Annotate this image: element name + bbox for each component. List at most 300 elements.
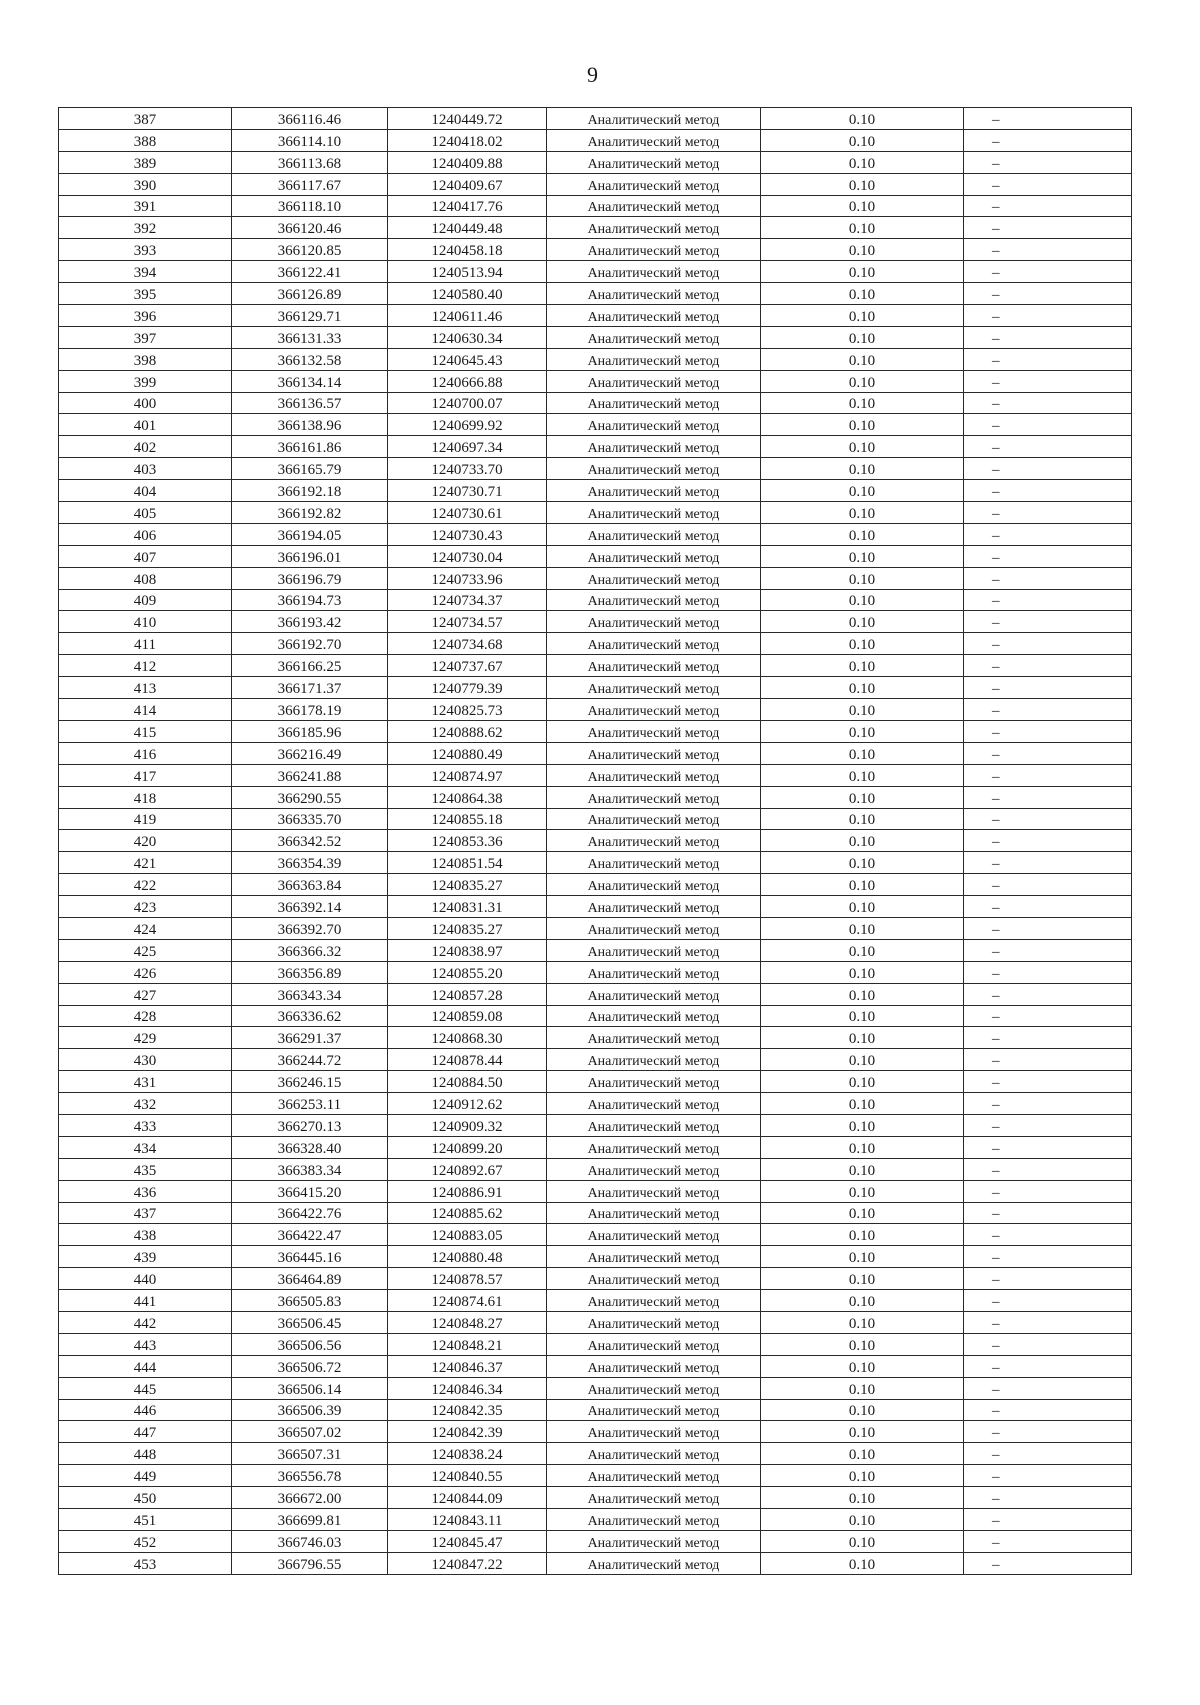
x-coordinate-cell: 366196.79	[232, 567, 388, 589]
x-coordinate-cell: 366129.71	[232, 305, 388, 327]
extra-cell: –	[964, 1421, 1132, 1443]
point-number-cell: 387	[59, 108, 232, 130]
x-coordinate-cell: 366192.82	[232, 502, 388, 524]
y-coordinate-cell: 1240645.43	[388, 348, 547, 370]
x-coordinate-cell: 366270.13	[232, 1114, 388, 1136]
table-row	[59, 1049, 1132, 1071]
method-cell: Аналитический метод	[547, 742, 761, 764]
point-number-cell: 419	[59, 808, 232, 830]
extra-cell: –	[964, 764, 1132, 786]
table-row	[59, 917, 1132, 939]
y-coordinate-cell: 1240730.43	[388, 523, 547, 545]
extra-cell: –	[964, 348, 1132, 370]
method-cell: Аналитический метод	[547, 1049, 761, 1071]
accuracy-cell: 0.10	[761, 589, 964, 611]
accuracy-cell: 0.10	[761, 480, 964, 502]
x-coordinate-cell: 366445.16	[232, 1246, 388, 1268]
accuracy-cell: 0.10	[761, 567, 964, 589]
accuracy-cell: 0.10	[761, 502, 964, 524]
point-number-cell: 425	[59, 939, 232, 961]
point-number-cell: 436	[59, 1180, 232, 1202]
coordinates-table	[58, 107, 1132, 1575]
extra-cell: –	[964, 786, 1132, 808]
table-row	[59, 1552, 1132, 1574]
point-number-cell: 397	[59, 326, 232, 348]
y-coordinate-cell: 1240409.67	[388, 173, 547, 195]
x-coordinate-cell: 366354.39	[232, 852, 388, 874]
method-cell: Аналитический метод	[547, 108, 761, 130]
point-number-cell: 437	[59, 1202, 232, 1224]
method-cell: Аналитический метод	[547, 217, 761, 239]
x-coordinate-cell: 366171.37	[232, 677, 388, 699]
method-cell: Аналитический метод	[547, 1158, 761, 1180]
accuracy-cell: 0.10	[761, 1465, 964, 1487]
y-coordinate-cell: 1240458.18	[388, 239, 547, 261]
accuracy-cell: 0.10	[761, 1399, 964, 1421]
x-coordinate-cell: 366246.15	[232, 1071, 388, 1093]
point-number-cell: 420	[59, 830, 232, 852]
table-row	[59, 589, 1132, 611]
point-number-cell: 451	[59, 1509, 232, 1531]
table-row	[59, 283, 1132, 305]
accuracy-cell: 0.10	[761, 1180, 964, 1202]
extra-cell: –	[964, 1443, 1132, 1465]
accuracy-cell: 0.10	[761, 1202, 964, 1224]
x-coordinate-cell: 366291.37	[232, 1027, 388, 1049]
accuracy-cell: 0.10	[761, 874, 964, 896]
table-row	[59, 1180, 1132, 1202]
accuracy-cell: 0.10	[761, 699, 964, 721]
accuracy-cell: 0.10	[761, 939, 964, 961]
extra-cell: –	[964, 545, 1132, 567]
method-cell: Аналитический метод	[547, 764, 761, 786]
table-row	[59, 1465, 1132, 1487]
extra-cell: –	[964, 1005, 1132, 1027]
point-number-cell: 449	[59, 1465, 232, 1487]
extra-cell: –	[964, 326, 1132, 348]
y-coordinate-cell: 1240580.40	[388, 283, 547, 305]
point-number-cell: 409	[59, 589, 232, 611]
x-coordinate-cell: 366363.84	[232, 874, 388, 896]
y-coordinate-cell: 1240859.08	[388, 1005, 547, 1027]
accuracy-cell: 0.10	[761, 326, 964, 348]
y-coordinate-cell: 1240835.27	[388, 917, 547, 939]
table-row	[59, 108, 1132, 130]
extra-cell: –	[964, 917, 1132, 939]
table-row	[59, 480, 1132, 502]
x-coordinate-cell: 366241.88	[232, 764, 388, 786]
method-cell: Аналитический метод	[547, 239, 761, 261]
x-coordinate-cell: 366366.32	[232, 939, 388, 961]
x-coordinate-cell: 366505.83	[232, 1290, 388, 1312]
extra-cell: –	[964, 1071, 1132, 1093]
point-number-cell: 422	[59, 874, 232, 896]
point-number-cell: 403	[59, 458, 232, 480]
y-coordinate-cell: 1240825.73	[388, 699, 547, 721]
point-number-cell: 411	[59, 633, 232, 655]
x-coordinate-cell: 366506.39	[232, 1399, 388, 1421]
table-row	[59, 896, 1132, 918]
y-coordinate-cell: 1240888.62	[388, 720, 547, 742]
y-coordinate-cell: 1240449.48	[388, 217, 547, 239]
y-coordinate-cell: 1240853.36	[388, 830, 547, 852]
x-coordinate-cell: 366113.68	[232, 151, 388, 173]
accuracy-cell: 0.10	[761, 720, 964, 742]
method-cell: Аналитический метод	[547, 370, 761, 392]
table-row	[59, 1333, 1132, 1355]
x-coordinate-cell: 366136.57	[232, 392, 388, 414]
y-coordinate-cell: 1240838.97	[388, 939, 547, 961]
y-coordinate-cell: 1240630.34	[388, 326, 547, 348]
method-cell: Аналитический метод	[547, 1202, 761, 1224]
x-coordinate-cell: 366336.62	[232, 1005, 388, 1027]
method-cell: Аналитический метод	[547, 1290, 761, 1312]
y-coordinate-cell: 1240874.97	[388, 764, 547, 786]
y-coordinate-cell: 1240880.48	[388, 1246, 547, 1268]
y-coordinate-cell: 1240666.88	[388, 370, 547, 392]
method-cell: Аналитический метод	[547, 545, 761, 567]
accuracy-cell: 0.10	[761, 1487, 964, 1509]
x-coordinate-cell: 366192.70	[232, 633, 388, 655]
point-number-cell: 430	[59, 1049, 232, 1071]
accuracy-cell: 0.10	[761, 239, 964, 261]
point-number-cell: 399	[59, 370, 232, 392]
method-cell: Аналитический метод	[547, 392, 761, 414]
point-number-cell: 393	[59, 239, 232, 261]
extra-cell: –	[964, 830, 1132, 852]
method-cell: Аналитический метод	[547, 1246, 761, 1268]
extra-cell: –	[964, 108, 1132, 130]
y-coordinate-cell: 1240884.50	[388, 1071, 547, 1093]
accuracy-cell: 0.10	[761, 830, 964, 852]
page-number: 9	[587, 62, 598, 87]
y-coordinate-cell: 1240846.34	[388, 1377, 547, 1399]
table-row	[59, 939, 1132, 961]
extra-cell: –	[964, 1487, 1132, 1509]
point-number-cell: 398	[59, 348, 232, 370]
extra-cell: –	[964, 1049, 1132, 1071]
y-coordinate-cell: 1240846.37	[388, 1355, 547, 1377]
method-cell: Аналитический метод	[547, 589, 761, 611]
point-number-cell: 438	[59, 1224, 232, 1246]
table-row	[59, 567, 1132, 589]
accuracy-cell: 0.10	[761, 1224, 964, 1246]
extra-cell: –	[964, 502, 1132, 524]
point-number-cell: 405	[59, 502, 232, 524]
method-cell: Аналитический метод	[547, 1071, 761, 1093]
x-coordinate-cell: 366134.14	[232, 370, 388, 392]
method-cell: Аналитический метод	[547, 852, 761, 874]
x-coordinate-cell: 366120.85	[232, 239, 388, 261]
y-coordinate-cell: 1240855.18	[388, 808, 547, 830]
x-coordinate-cell: 366290.55	[232, 786, 388, 808]
point-number-cell: 416	[59, 742, 232, 764]
method-cell: Аналитический метод	[547, 655, 761, 677]
y-coordinate-cell: 1240779.39	[388, 677, 547, 699]
point-number-cell: 444	[59, 1355, 232, 1377]
point-number-cell: 426	[59, 961, 232, 983]
point-number-cell: 404	[59, 480, 232, 502]
x-coordinate-cell: 366122.41	[232, 261, 388, 283]
table-row	[59, 1530, 1132, 1552]
x-coordinate-cell: 366422.76	[232, 1202, 388, 1224]
table-row	[59, 699, 1132, 721]
table-row	[59, 370, 1132, 392]
y-coordinate-cell: 1240700.07	[388, 392, 547, 414]
x-coordinate-cell: 366131.33	[232, 326, 388, 348]
x-coordinate-cell: 366392.70	[232, 917, 388, 939]
accuracy-cell: 0.10	[761, 1290, 964, 1312]
table-row	[59, 1377, 1132, 1399]
accuracy-cell: 0.10	[761, 677, 964, 699]
y-coordinate-cell: 1240848.21	[388, 1333, 547, 1355]
accuracy-cell: 0.10	[761, 1530, 964, 1552]
extra-cell: –	[964, 1530, 1132, 1552]
y-coordinate-cell: 1240831.31	[388, 896, 547, 918]
table-row	[59, 786, 1132, 808]
y-coordinate-cell: 1240734.57	[388, 611, 547, 633]
point-number-cell: 400	[59, 392, 232, 414]
table-row	[59, 414, 1132, 436]
table-row	[59, 1224, 1132, 1246]
y-coordinate-cell: 1240855.20	[388, 961, 547, 983]
point-number-cell: 394	[59, 261, 232, 283]
extra-cell: –	[964, 1027, 1132, 1049]
y-coordinate-cell: 1240838.24	[388, 1443, 547, 1465]
x-coordinate-cell: 366138.96	[232, 414, 388, 436]
accuracy-cell: 0.10	[761, 370, 964, 392]
x-coordinate-cell: 366117.67	[232, 173, 388, 195]
coordinates-table-body	[59, 108, 1132, 1575]
method-cell: Аналитический метод	[547, 523, 761, 545]
table-row	[59, 1027, 1132, 1049]
method-cell: Аналитический метод	[547, 195, 761, 217]
x-coordinate-cell: 366161.86	[232, 436, 388, 458]
y-coordinate-cell: 1240840.55	[388, 1465, 547, 1487]
table-row	[59, 983, 1132, 1005]
accuracy-cell: 0.10	[761, 1421, 964, 1443]
table-row	[59, 633, 1132, 655]
accuracy-cell: 0.10	[761, 523, 964, 545]
extra-cell: –	[964, 655, 1132, 677]
accuracy-cell: 0.10	[761, 852, 964, 874]
point-number-cell: 428	[59, 1005, 232, 1027]
accuracy-cell: 0.10	[761, 1311, 964, 1333]
y-coordinate-cell: 1240883.05	[388, 1224, 547, 1246]
accuracy-cell: 0.10	[761, 1136, 964, 1158]
extra-cell: –	[964, 852, 1132, 874]
x-coordinate-cell: 366216.49	[232, 742, 388, 764]
method-cell: Аналитический метод	[547, 1005, 761, 1027]
point-number-cell: 450	[59, 1487, 232, 1509]
extra-cell: –	[964, 567, 1132, 589]
point-number-cell: 414	[59, 699, 232, 721]
table-row	[59, 261, 1132, 283]
extra-cell: –	[964, 436, 1132, 458]
extra-cell: –	[964, 283, 1132, 305]
table-row	[59, 436, 1132, 458]
table-row	[59, 655, 1132, 677]
y-coordinate-cell: 1240878.44	[388, 1049, 547, 1071]
method-cell: Аналитический метод	[547, 151, 761, 173]
table-row	[59, 392, 1132, 414]
x-coordinate-cell: 366464.89	[232, 1268, 388, 1290]
point-number-cell: 423	[59, 896, 232, 918]
x-coordinate-cell: 366116.46	[232, 108, 388, 130]
accuracy-cell: 0.10	[761, 742, 964, 764]
method-cell: Аналитический метод	[547, 1377, 761, 1399]
y-coordinate-cell: 1240851.54	[388, 852, 547, 874]
table-row	[59, 1443, 1132, 1465]
y-coordinate-cell: 1240848.27	[388, 1311, 547, 1333]
table-row	[59, 1005, 1132, 1027]
point-number-cell: 406	[59, 523, 232, 545]
method-cell: Аналитический метод	[547, 1552, 761, 1574]
x-coordinate-cell: 366165.79	[232, 458, 388, 480]
accuracy-cell: 0.10	[761, 1027, 964, 1049]
table-row	[59, 1311, 1132, 1333]
table-row	[59, 1071, 1132, 1093]
accuracy-cell: 0.10	[761, 545, 964, 567]
point-number-cell: 446	[59, 1399, 232, 1421]
method-cell: Аналитический метод	[547, 1509, 761, 1531]
y-coordinate-cell: 1240885.62	[388, 1202, 547, 1224]
table-row	[59, 1136, 1132, 1158]
y-coordinate-cell: 1240843.11	[388, 1509, 547, 1531]
table-row	[59, 1399, 1132, 1421]
method-cell: Аналитический метод	[547, 699, 761, 721]
x-coordinate-cell: 366356.89	[232, 961, 388, 983]
point-number-cell: 447	[59, 1421, 232, 1443]
extra-cell: –	[964, 874, 1132, 896]
x-coordinate-cell: 366120.46	[232, 217, 388, 239]
table-row	[59, 852, 1132, 874]
y-coordinate-cell: 1240909.32	[388, 1114, 547, 1136]
method-cell: Аналитический метод	[547, 326, 761, 348]
table-row	[59, 742, 1132, 764]
x-coordinate-cell: 366196.01	[232, 545, 388, 567]
point-number-cell: 448	[59, 1443, 232, 1465]
point-number-cell: 390	[59, 173, 232, 195]
accuracy-cell: 0.10	[761, 1114, 964, 1136]
accuracy-cell: 0.10	[761, 108, 964, 130]
table-row	[59, 1268, 1132, 1290]
x-coordinate-cell: 366746.03	[232, 1530, 388, 1552]
table-row	[59, 1093, 1132, 1115]
accuracy-cell: 0.10	[761, 195, 964, 217]
y-coordinate-cell: 1240844.09	[388, 1487, 547, 1509]
y-coordinate-cell: 1240835.27	[388, 874, 547, 896]
accuracy-cell: 0.10	[761, 917, 964, 939]
table-row	[59, 961, 1132, 983]
method-cell: Аналитический метод	[547, 677, 761, 699]
point-number-cell: 433	[59, 1114, 232, 1136]
x-coordinate-cell: 366506.72	[232, 1355, 388, 1377]
accuracy-cell: 0.10	[761, 808, 964, 830]
method-cell: Аналитический метод	[547, 173, 761, 195]
y-coordinate-cell: 1240878.57	[388, 1268, 547, 1290]
accuracy-cell: 0.10	[761, 1443, 964, 1465]
point-number-cell: 391	[59, 195, 232, 217]
extra-cell: –	[964, 1158, 1132, 1180]
y-coordinate-cell: 1240864.38	[388, 786, 547, 808]
method-cell: Аналитический метод	[547, 720, 761, 742]
extra-cell: –	[964, 392, 1132, 414]
method-cell: Аналитический метод	[547, 1093, 761, 1115]
accuracy-cell: 0.10	[761, 1509, 964, 1531]
y-coordinate-cell: 1240733.96	[388, 567, 547, 589]
extra-cell: –	[964, 1202, 1132, 1224]
accuracy-cell: 0.10	[761, 1268, 964, 1290]
extra-cell: –	[964, 1355, 1132, 1377]
y-coordinate-cell: 1240513.94	[388, 261, 547, 283]
extra-cell: –	[964, 1268, 1132, 1290]
y-coordinate-cell: 1240868.30	[388, 1027, 547, 1049]
accuracy-cell: 0.10	[761, 173, 964, 195]
table-row	[59, 348, 1132, 370]
table-row	[59, 1509, 1132, 1531]
point-number-cell: 389	[59, 151, 232, 173]
x-coordinate-cell: 366328.40	[232, 1136, 388, 1158]
table-row	[59, 217, 1132, 239]
point-number-cell: 408	[59, 567, 232, 589]
table-row	[59, 502, 1132, 524]
y-coordinate-cell: 1240892.67	[388, 1158, 547, 1180]
point-number-cell: 388	[59, 129, 232, 151]
accuracy-cell: 0.10	[761, 414, 964, 436]
point-number-cell: 443	[59, 1333, 232, 1355]
y-coordinate-cell: 1240417.76	[388, 195, 547, 217]
accuracy-cell: 0.10	[761, 436, 964, 458]
x-coordinate-cell: 366383.34	[232, 1158, 388, 1180]
point-number-cell: 407	[59, 545, 232, 567]
point-number-cell: 441	[59, 1290, 232, 1312]
accuracy-cell: 0.10	[761, 305, 964, 327]
method-cell: Аналитический метод	[547, 1443, 761, 1465]
x-coordinate-cell: 366343.34	[232, 983, 388, 1005]
accuracy-cell: 0.10	[761, 1377, 964, 1399]
extra-cell: –	[964, 699, 1132, 721]
method-cell: Аналитический метод	[547, 1180, 761, 1202]
extra-cell: –	[964, 742, 1132, 764]
point-number-cell: 417	[59, 764, 232, 786]
point-number-cell: 396	[59, 305, 232, 327]
extra-cell: –	[964, 480, 1132, 502]
extra-cell: –	[964, 195, 1132, 217]
extra-cell: –	[964, 1136, 1132, 1158]
method-cell: Аналитический метод	[547, 1224, 761, 1246]
method-cell: Аналитический метод	[547, 414, 761, 436]
x-coordinate-cell: 366193.42	[232, 611, 388, 633]
point-number-cell: 440	[59, 1268, 232, 1290]
x-coordinate-cell: 366556.78	[232, 1465, 388, 1487]
table-row	[59, 830, 1132, 852]
method-cell: Аналитический метод	[547, 348, 761, 370]
y-coordinate-cell: 1240874.61	[388, 1290, 547, 1312]
point-number-cell: 413	[59, 677, 232, 699]
method-cell: Аналитический метод	[547, 436, 761, 458]
table-row	[59, 764, 1132, 786]
y-coordinate-cell: 1240737.67	[388, 655, 547, 677]
point-number-cell: 402	[59, 436, 232, 458]
method-cell: Аналитический метод	[547, 1311, 761, 1333]
method-cell: Аналитический метод	[547, 1027, 761, 1049]
y-coordinate-cell: 1240886.91	[388, 1180, 547, 1202]
table-row	[59, 874, 1132, 896]
method-cell: Аналитический метод	[547, 983, 761, 1005]
table-row	[59, 523, 1132, 545]
point-number-cell: 435	[59, 1158, 232, 1180]
